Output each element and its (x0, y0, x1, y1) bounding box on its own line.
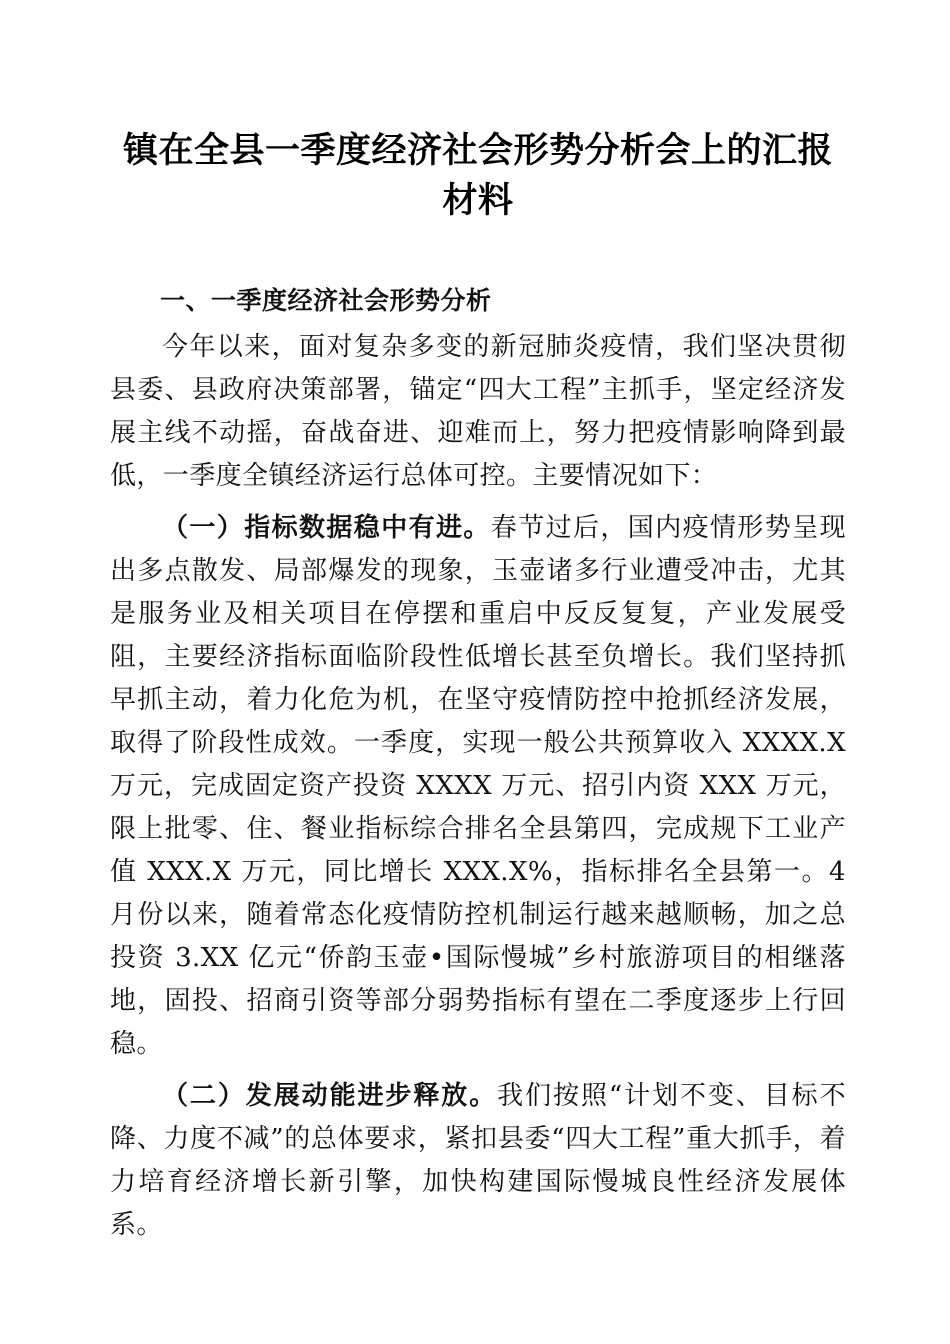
paragraph-lead: （一）指标数据稳中有进。 (162, 513, 491, 543)
paragraph-lead: （二）发展动能进步释放。 (162, 1081, 498, 1111)
paragraph-body: 今年以来，面对复杂多变的新冠肺炎疫情，我们坚决贯彻县委、县政府决策部署，锚定“四大工程”主抓手，坚定经济发展主线不动摇，奋战奋进、迎难而上，努力把疫情影响降到最低，一季度全镇经济运行总体可控。主要情况如下： (110, 332, 846, 491)
paragraph-intro (110, 326, 846, 498)
paragraph-body: 春节过后，国内疫情形势呈现出多点散发、局部爆发的现象，玉壶诸多行业遭受冲击，尤其是服务业及相关项目在停摆和重启中反反复复，产业发展受阻，主要经济指标面临阶段性低增长甚至负增长。我们坚持抓早抓主动，着力化危为机，在坚守疫情防控中抢抓经济发展，取得了阶段性成效。一季度，实现一般公共预算收入 XXXX.X 万元，完成固定资产投资 XXXX 万元、招引内资 XXX 万元，限上批零、住、餐业指标综合排名全县第四，完成规下工业产值 XXX.X 万元，同比增长 XXX.X%，指标排名全县第一。4 月份以来，随着常态化疫情防控机制运行越来越顺畅，加之总投资 3.XX 亿元“侨韵玉壶•国际慢城”乡村旅游项目的相继落地，固投、招商引资等部分弱势指标有望在二季度逐步上行回稳。 (110, 513, 846, 1059)
paragraph-item-two (110, 1075, 846, 1247)
document-content (110, 0, 846, 1247)
paragraph-body: 我们按照“计划不变、目标不降、力度不减”的总体要求，紧扣县委“四大工程”重大抓手，着力培育经济增长新引擎，加快构建国际慢城良性经济发展体系。 (110, 1081, 846, 1240)
paragraph-item-one (110, 507, 846, 1066)
section-heading-1: 一、一季度经济社会形势分析 (160, 286, 492, 315)
document-title: 镇在全县一季度经济社会形势分析会上的汇报材料 (122, 131, 833, 220)
